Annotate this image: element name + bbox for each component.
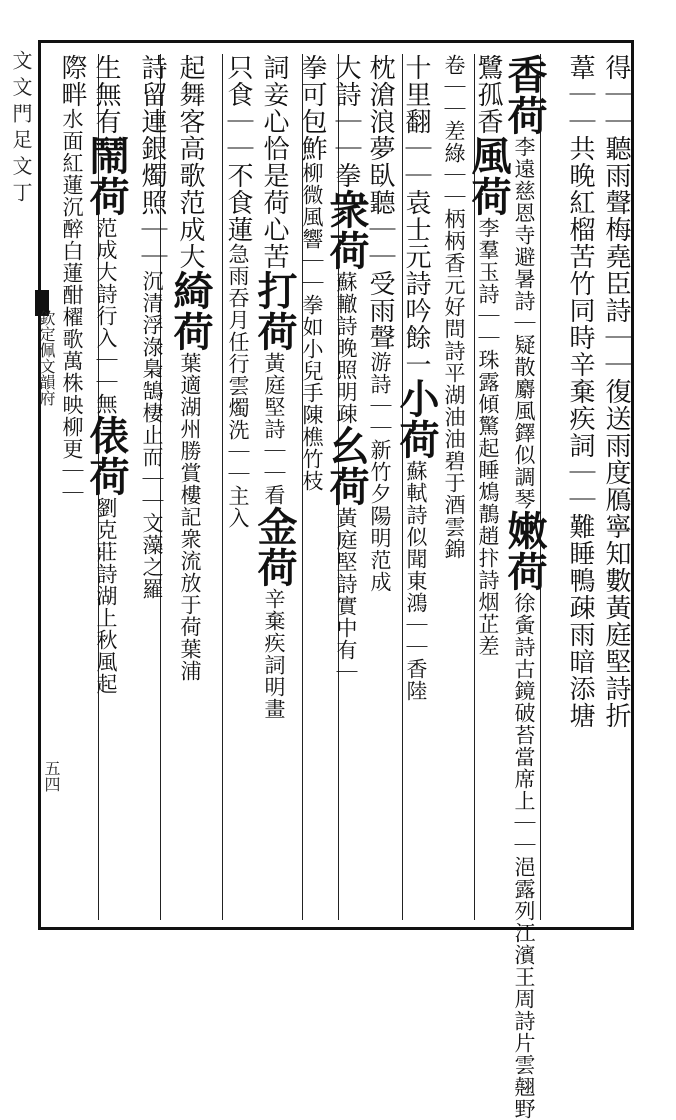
text-column: 詩留連銀燭照｜｜沉清浮淥梟鵠棲止而｜｜文藻之羅 [137, 54, 167, 600]
entry-heading: 嫩荷 [501, 510, 548, 592]
text-column: 十里翻｜｜袁士元詩吟餘一小荷蘇軾詩似聞東鴻｜｜香陸 [393, 54, 440, 702]
book-title: 欽定佩文韻府 [37, 310, 56, 406]
text-column: 香荷李遠慈恩寺避暑詩｜疑散麝風鐸似調琴嫩荷徐夤詩古鏡破苔當席上｜｜浥露列江濱王周詩片雲翹野 [501, 54, 548, 1120]
entry-heading: 打荷 [251, 270, 298, 352]
text-column: 詞妾心恰是荷心苦打荷黃庭堅詩｜｜看金荷辛棄疾詞明畫 [251, 54, 298, 720]
entry-heading: 幺荷 [323, 425, 370, 507]
entry-heading: 綺荷 [167, 270, 214, 352]
text-column: 卷｜｜差綠｜｜柄柄香元好問詩平湖油油碧于酒雲錦 [442, 54, 466, 560]
page-number: 五四 [42, 760, 61, 792]
text-column: 起舞客高歌范成大綺荷葉適湖州勝賞樓記衆流放于荷葉浦 [167, 54, 214, 682]
text-column: 枕滄浪夢臥聽｜｜受雨聲游詩｜｜新竹夕陽明范成 [365, 54, 395, 593]
text-column: 只食｜｜不食蓮急雨吞月任行雲燭洗｜｜主入 [223, 54, 253, 529]
text-column: 拳可包鮓柳微風響｜｜拳如小兒手陳樵竹枝 [297, 54, 327, 492]
entry-heading: 金荷 [251, 506, 298, 588]
text-column: 生無有鬧荷范成大詩行入｜｜無俵荷劉克莊詩湖上秋風起 [83, 54, 130, 695]
text-column: 得｜｜聽雨聲梅堯臣詩｜｜復送雨度鴈寧知數黃庭堅詩折 [601, 54, 631, 729]
entry-heading: 衆荷 [323, 189, 370, 271]
entry-heading: 風荷 [465, 135, 512, 217]
entry-heading: 香荷 [501, 54, 548, 136]
entry-heading: 俵荷 [83, 415, 130, 497]
text-column: 葦｜｜共晚紅榴苦竹同時辛棄疾詞｜｜難睡鴨疎雨暗添塘 [565, 54, 595, 729]
text-column: 鷺孤香風荷李羣玉詩｜｜珠露傾驚起睡鴆鶄趙抃詩烟芷差 [465, 54, 512, 657]
margin-edge-text: 文 文 門 足 文 丁 [9, 50, 33, 202]
entry-heading: 小荷 [393, 378, 440, 460]
text-column: 大詩｜｜拳衆荷蘇轍詩晚照明疎幺荷黃庭堅詩實中有｜ [323, 54, 370, 683]
text-column: 際畔水面紅蓮沉醉白蓮酣櫂歌萬株映柳更｜｜ [57, 54, 87, 504]
entry-heading: 鬧荷 [83, 135, 130, 217]
